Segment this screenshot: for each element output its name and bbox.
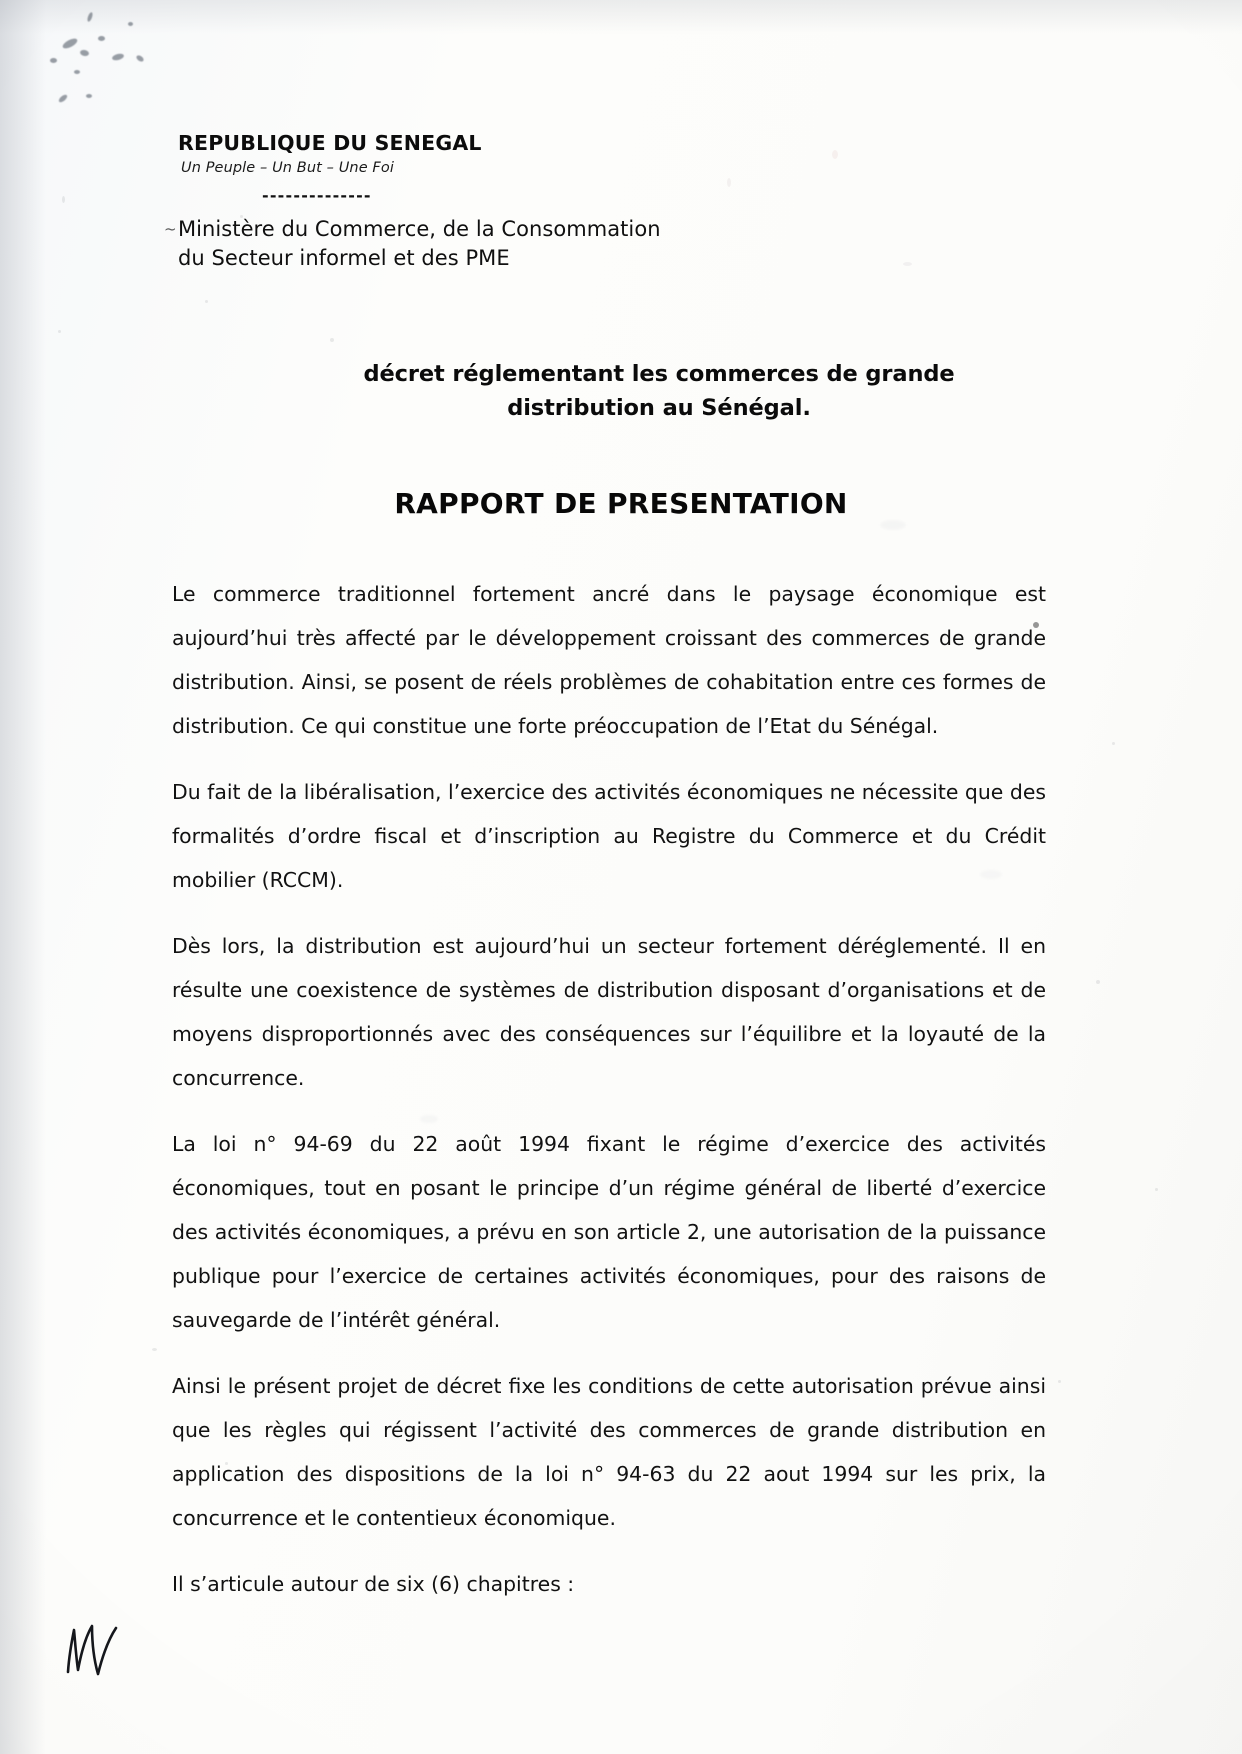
ministry-block bbox=[164, 215, 798, 275]
ministry-line-2: du Secteur informel et des PME bbox=[178, 246, 510, 271]
paragraph-3: Dès lors, la distribution est aujourd’hui un secteur fortement déréglementé. Il en résulte une coexistence de systèmes de distribution disposant d’organisations et de moyens disproportionnés avec des conséquences sur l’équilibre et la loyauté de la concurrence. bbox=[172, 934, 1046, 1090]
ministry-line-1-row bbox=[164, 215, 798, 245]
paragraph-4: La loi n° 94-69 du 22 août 1994 fixant le régime d’exercice des activités économiques, tout en posant le principe d’un régime général de liberté d’exercice des activités économiques, a prévu en son article 2, une autorisation de la puissance publique pour l’exercice de certaines activités économiques, pour des raisons de sauvegarde de l’intérêt général. bbox=[172, 1132, 1046, 1332]
page-title: RAPPORT DE PRESENTATION bbox=[394, 487, 848, 520]
republic-title: REPUBLIQUE DU SENEGAL bbox=[178, 131, 482, 155]
scan-edge-shadow-left bbox=[0, 0, 46, 1754]
handwritten-initials bbox=[62, 1620, 132, 1680]
national-motto: Un Peuple – Un But – Une Foi bbox=[181, 159, 394, 176]
scan-edge-shadow-top bbox=[0, 0, 1242, 34]
paragraph-2: Du fait de la libéralisation, l’exercice des activités économiques ne nécessite que des formalités d’ordre fiscal et d’inscription au Registre du Commerce et du Crédit mobilier (RCCM). bbox=[172, 780, 1046, 892]
paragraph-1: Le commerce traditionnel fortement ancré dans le paysage économique est aujourd’hui très affecté par le développement croissant des commerces de grande distribution. Ainsi, se posent de réels problèmes de cohabitation entre ces formes de distribution. Ce qui constitue une forte préoccupation de l’Etat du Sénégal. bbox=[172, 582, 1046, 738]
ink-blot-cluster bbox=[40, 10, 220, 120]
header-separator: -------------- bbox=[262, 185, 372, 205]
document-header bbox=[164, 131, 798, 274]
document-body bbox=[172, 572, 1046, 1628]
margin-tick-mark: ~ bbox=[164, 219, 177, 238]
decree-title: décret réglementant les commerces de grande distribution au Sénégal. bbox=[363, 361, 955, 421]
paragraph-6: Il s’articule autour de six (6) chapitres : bbox=[172, 1572, 575, 1596]
ministry-line-1: Ministère du Commerce, de la Consommation bbox=[178, 216, 661, 241]
paragraph-5: Ainsi le présent projet de décret fixe les conditions de cette autorisation prévue ainsi que les règles qui régissent l’activité des commerces de grande distribution en application des dispositions de la loi n° 94-63 du 22 aout 1994 sur les prix, la concurrence et le contentieux économique. bbox=[172, 1374, 1046, 1530]
